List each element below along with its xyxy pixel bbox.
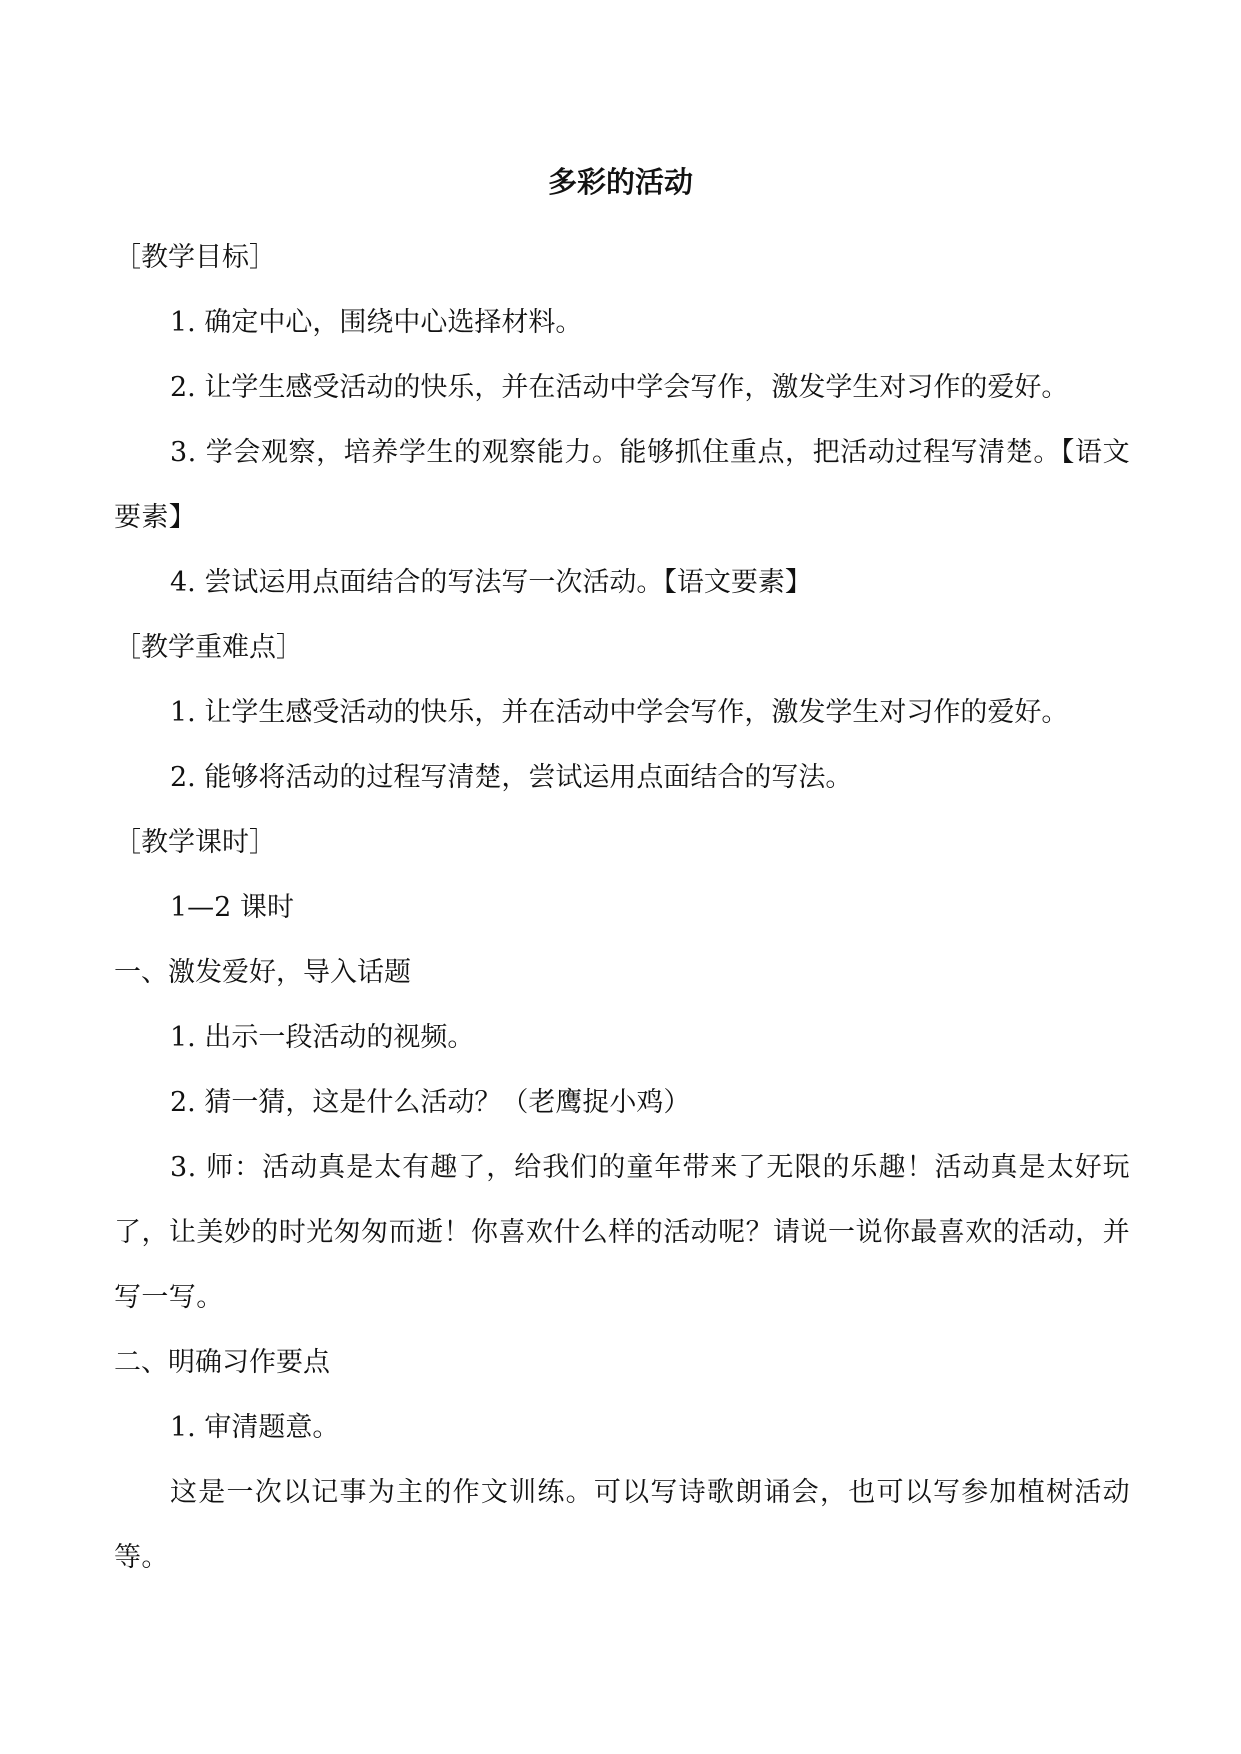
heading-class-hours: ［教学课时］ bbox=[114, 827, 276, 858]
goal-item: 3. 学会观察，培养学生的观察能力。能够抓住重点，把活动过程写清楚。【语文要素】 bbox=[114, 437, 1130, 533]
document-body bbox=[114, 225, 1130, 1590]
goal-item: 4. 尝试运用点面结合的写法写一次活动。【语文要素】 bbox=[170, 567, 812, 598]
step-item: 1. 审清题意。 bbox=[170, 1412, 340, 1443]
step-item: 1. 出示一段活动的视频。 bbox=[170, 1022, 475, 1053]
goal-item: 2. 让学生感受活动的快乐，并在活动中学会写作，激发学生对习作的爱好。 bbox=[170, 372, 1069, 403]
paragraph: 这是一次以记事为主的作文训练。可以写诗歌朗诵会，也可以写参加植树活动等。 bbox=[114, 1477, 1130, 1573]
step-item: 2. 猜一猜，这是什么活动？（老鹰捉小鸡） bbox=[170, 1087, 691, 1118]
document-title: 多彩的活动 bbox=[547, 165, 693, 199]
goal-item: 1. 确定中心，围绕中心选择材料。 bbox=[170, 307, 583, 338]
key-point-item: 2. 能够将活动的过程写清楚，尝试运用点面结合的写法。 bbox=[170, 762, 853, 793]
heading-teaching-goals: ［教学目标］ bbox=[114, 242, 276, 273]
key-point-item: 1. 让学生感受活动的快乐，并在活动中学会写作，激发学生对习作的爱好。 bbox=[170, 697, 1069, 728]
step-item: 3. 师：活动真是太有趣了，给我们的童年带来了无限的乐趣！活动真是太好玩了，让美妙的时光匆匆而逝！你喜欢什么样的活动呢？请说一说你最喜欢的活动，并写一写。 bbox=[114, 1152, 1130, 1313]
heading-key-points: ［教学重难点］ bbox=[114, 632, 303, 663]
section-heading-2: 二、明确习作要点 bbox=[114, 1347, 330, 1378]
class-hours-value: 1—2 课时 bbox=[170, 892, 294, 923]
section-heading-1: 一、激发爱好，导入话题 bbox=[114, 957, 411, 988]
